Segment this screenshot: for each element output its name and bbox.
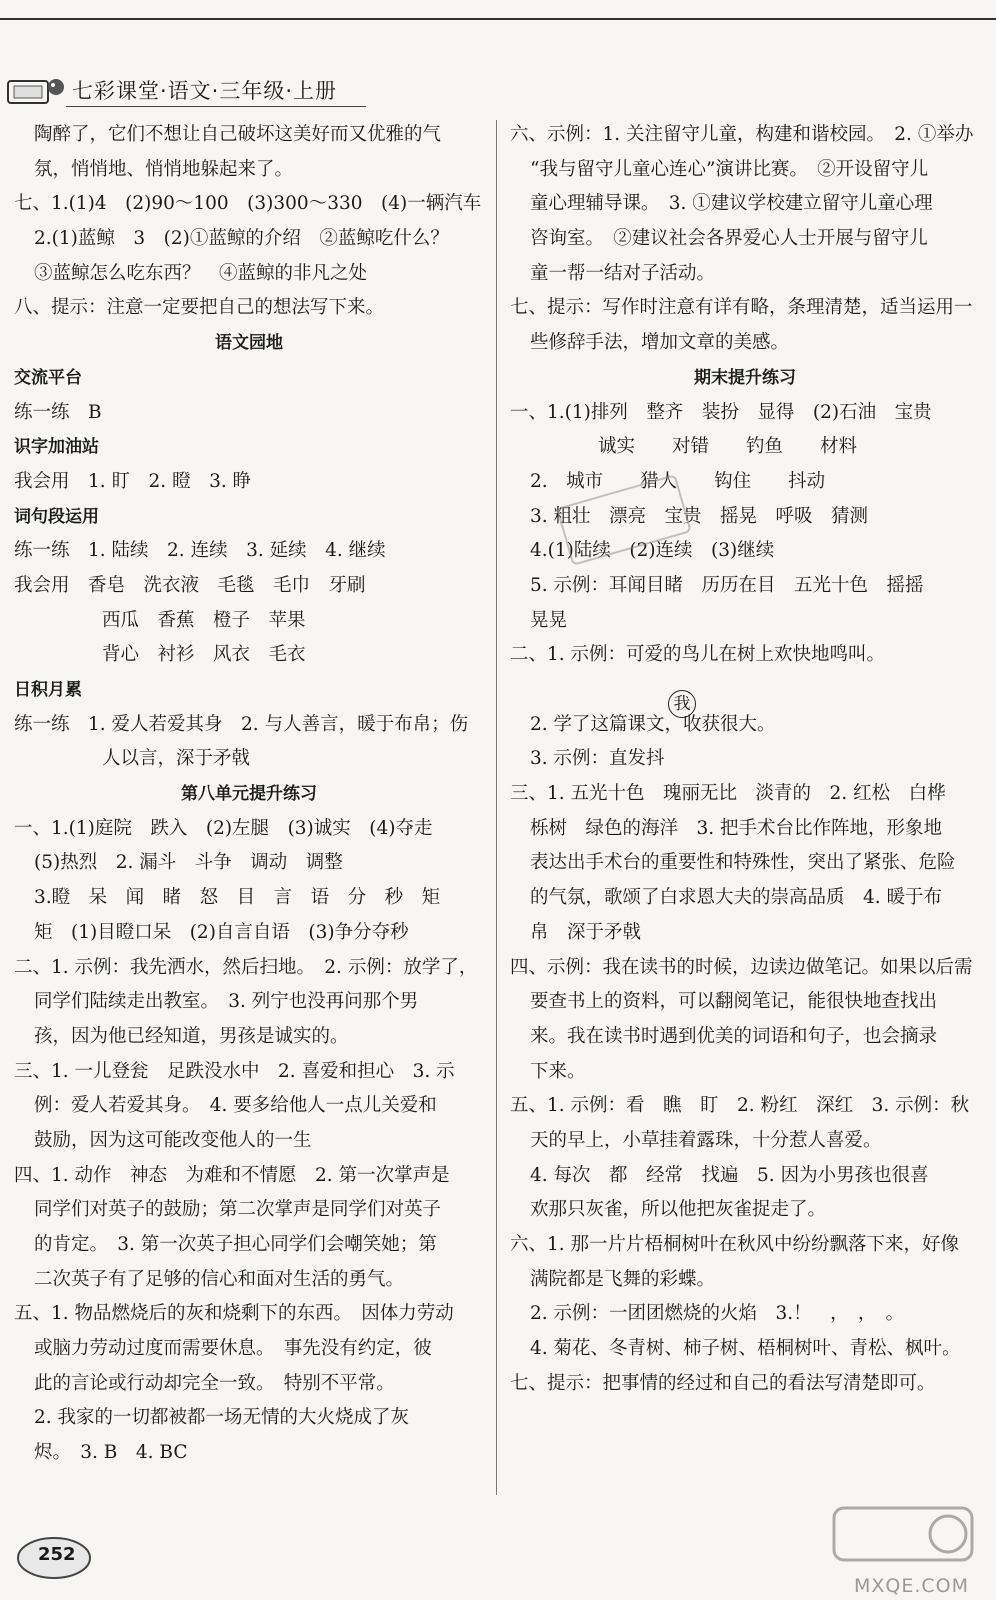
answer-line: 第八单元提升练习 [181, 784, 317, 805]
answer-line: 八、提示：注意一定要把自己的想法写下来。 [14, 297, 385, 319]
answer-line: 背心 衬衫 风衣 毛衣 [102, 644, 306, 666]
header-rule [66, 106, 366, 107]
answer-line: 诚实 对错 钓鱼 材料 [598, 436, 858, 458]
answer-line: 期末提升练习 [694, 367, 796, 388]
answer-line: 四、示例：我在读书的时候，边读边做笔记。如果以后需 [510, 956, 973, 978]
answer-line: 来。我在读书时遇到优美的词语和句子，也会摘录 [530, 1025, 938, 1047]
answer-line: 5. 示例：耳闻目睹 历历在目 五光十色 摇摇 [530, 574, 924, 596]
answer-line: 帛 深于矛戟 [530, 921, 642, 943]
answer-line: 识字加油站 [14, 437, 99, 458]
answer-line: 4.(1)陆续 (2)连续 (3)继续 [530, 540, 775, 562]
answer-line: (5)热烈 2. 漏斗 斗争 调动 调整 [34, 852, 343, 874]
answer-line: 词句段运用 [14, 506, 99, 527]
answer-line: 3.瞪 呆 闻 睹 怒 目 言 语 分 秒 矩 [34, 887, 441, 909]
answer-line: 二、1. 示例：可爱的鸟儿在树上欢快地鸣叫。 [510, 644, 886, 666]
answer-line: 2. 我家的一切都被都一场无情的大火烧成了灰 [34, 1407, 410, 1429]
answer-line: 七、提示：把事情的经过和自己的看法写清楚即可。 [510, 1372, 936, 1394]
watermark-text: MXQE.COM [854, 1575, 970, 1597]
answer-line: 例：爱人若爱其身。 4. 要多给他人一点儿关爱和 [34, 1095, 437, 1117]
answer-line: 鼓励，因为这可能改变他人的一生 [34, 1129, 312, 1151]
page-number: 252 [38, 1544, 76, 1565]
answer-line: 此的言论或行动却完全一致。 特别不平常。 [34, 1372, 395, 1394]
answer-line: “我与留守儿童心连心”演讲比赛。 ②开设留守儿 [530, 158, 929, 180]
answer-line: 烬。 3. B 4. BC [34, 1442, 188, 1464]
answer-line: 矩 (1)目瞪口呆 (2)自言自语 (3)争分夺秒 [34, 921, 409, 943]
answer-line: 一、1.(1)排列 整齐 装扮 显得 (2)石油 宝贵 [510, 401, 932, 423]
page-number-badge [14, 1532, 94, 1582]
answer-line: 满院都是飞舞的彩蝶。 [530, 1268, 716, 1290]
answer-line: 三、1. 一儿登瓮 足跌没水中 2. 喜爱和担心 3. 示 [14, 1060, 455, 1082]
answer-line: 2.(1)蓝鲸 3 (2)①蓝鲸的介绍 ②蓝鲸吃什么？ [34, 228, 449, 250]
answer-line: 三、1. 五光十色 瑰丽无比 淡青的 2. 红松 白桦 [510, 783, 946, 805]
answer-line: 七、1.(1)4 (2)90～100 (3)300～330 (4)一辆汽车 [14, 193, 482, 215]
answer-line: 的气氛，歌颂了白求恩大夫的崇高品质 4. 暖于布 [530, 887, 943, 909]
answer-line: 日积月累 [14, 680, 82, 700]
answer-line: 的肯定。 3. 第一次英子担心同学们会嘲笑她；第 [34, 1234, 437, 1255]
watermark-logo [828, 1500, 978, 1595]
answer-line: 交流平台 [14, 367, 82, 388]
answer-line: 同学们对英子的鼓励；第二次掌声是同学们对英子 [34, 1199, 442, 1221]
answer-line: 下来。 [530, 1060, 586, 1082]
answer-line: ③蓝鲸怎么吃东西？ ④蓝鲸的非凡之处 [34, 262, 368, 284]
right-column [510, 118, 980, 1401]
answer-line: 咨询室。 ②建议社会各界爱心人士开展与留守儿 [530, 228, 928, 250]
answer-line: 语文园地 [215, 333, 283, 354]
answer-line: 同学们陆续走出教室。 3. 列宁也没再问那个男 [34, 991, 419, 1013]
book-logo-icon [6, 73, 68, 107]
answer-line: 我会用 香皂 洗衣液 毛毯 毛巾 牙刷 [14, 574, 366, 596]
answer-line: 或脑力劳动过度而需要休息。 事先没有约定，彼 [34, 1338, 432, 1360]
answer-line: 五、1. 物品燃烧后的灰和烧剩下的东西。 因体力劳动 [14, 1303, 454, 1325]
circled-character: 我 [668, 690, 696, 718]
answer-line: 六、示例：1. 关注留守儿童，构建和谐校园。 2. ①举办 [510, 124, 974, 145]
answer-line: 西瓜 香蕉 橙子 苹果 [102, 609, 306, 631]
answer-line: 氛，悄悄地、悄悄地躲起来了。 [34, 158, 294, 180]
answer-line: 二次英子有了足够的信心和面对生活的勇气。 [34, 1268, 405, 1290]
answer-line: 六、1. 那一片片梧桐树叶在秋风中纷纷飘落下来，好像 [510, 1234, 960, 1255]
header-title: 七彩课堂·语文·三年级·上册 [72, 79, 338, 103]
answer-line: 2. 示例：一团团燃烧的火焰 3.！ ， ， 。 [530, 1303, 905, 1325]
answer-line [510, 673, 980, 708]
answer-line: 表达出手术台的重要性和特殊性，突出了紧张、危险 [530, 852, 956, 874]
answer-line: 四、1. 动作 神态 为难和不情愿 2. 第一次掌声是 [14, 1164, 450, 1186]
answer-line: 五、1. 示例：看 瞧 盯 2. 粉红 深红 3. 示例：秋 [510, 1095, 970, 1117]
left-column [14, 118, 484, 1471]
answer-line: 练一练 1. 陆续 2. 连续 3. 延续 4. 继续 [14, 540, 386, 562]
answer-line: 4. 菊花、冬青树、柿子树、梧桐树叶、青松、枫叶。 [530, 1338, 961, 1360]
answer-line: 人以言，深于矛戟 [102, 748, 251, 770]
answer-line: 2. 城市 猎人 钩住 抖动 [530, 470, 826, 492]
answer-line: 童一帮一结对子活动。 [530, 262, 716, 284]
answer-line: 练一练 1. 爱人若爱其身 2. 与人善言，暖于布帛；伤 [14, 713, 469, 735]
answer-line: 要查书上的资料，可以翻阅笔记，能很快地查找出 [530, 991, 938, 1013]
answer-line: 七、提示：写作时注意有详有略，条理清楚，适当运用一 [510, 297, 973, 319]
answer-line: 二、1. 示例：我先洒水，然后扫地。 2. 示例：放学了， [14, 956, 478, 978]
answer-line: 童心理辅导课。 3. ①建议学校建立留守儿童心理 [530, 193, 933, 215]
answer-line: 3. 示例：直发抖 [530, 748, 665, 770]
answer-line: 我会用 1. 盯 2. 瞪 3. 睁 [14, 470, 252, 492]
answer-line: 练一练 B [14, 401, 102, 423]
answer-line: 3. 粗壮 漂亮 宝贵 摇晃 呼吸 猜测 [530, 505, 869, 527]
page-header [6, 72, 337, 108]
answer-line: 晃晃 [530, 609, 568, 631]
answer-line: 欢那只灰雀，所以他把灰雀捉走了。 [530, 1199, 827, 1221]
top-rule [0, 18, 996, 20]
answer-line: 天的早上，小草挂着露珠，十分惹人喜爱。 [530, 1129, 882, 1151]
answer-line: 4. 每次 都 经常 找遍 5. 因为小男孩也很喜 [530, 1164, 929, 1186]
answer-line: 陶醉了，它们不想让自己破坏这美好而又优雅的气 [34, 124, 442, 145]
answer-line: 孩，因为他已经知道，男孩是诚实的。 [34, 1025, 349, 1047]
answer-line: 栎树 绿色的海洋 3. 把手术台比作阵地，形象地 [530, 817, 943, 839]
answer-line: 些修辞手法，增加文章的美感。 [530, 332, 790, 354]
answer-line: 2. 学了这篇课文，收获很大。 [530, 713, 776, 735]
answer-line: 一、1.(1)庭院 跌入 (2)左腿 (3)诚实 (4)夺走 [14, 817, 433, 839]
column-divider [496, 120, 497, 1495]
